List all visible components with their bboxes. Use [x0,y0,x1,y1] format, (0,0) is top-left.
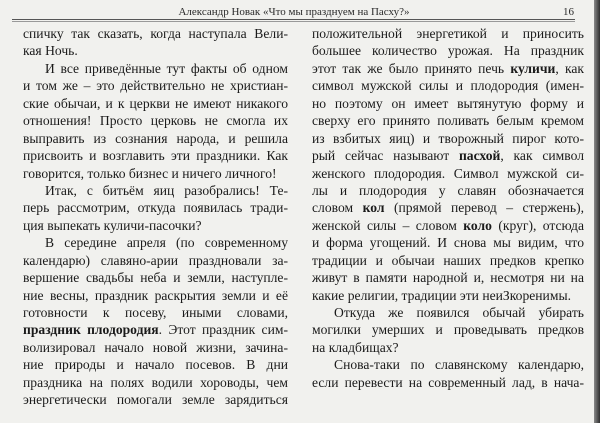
text-fragment: И все приведённые тут факты об одном [45,60,288,76]
text-fragment: присвоить и возглавить эти праздники. Как [23,148,288,164]
text-fragment: перь рассмотрим, откуда появилась тради- [23,200,288,216]
text-fragment: (прямой перевод – стержень), [384,200,584,216]
text-fragment: большее количество урожая. На праздник [312,43,584,59]
text-line [312,339,584,356]
text-line [23,304,288,321]
text-fragment: традиции и обычаи наших предков крепко [312,252,584,268]
text-fragment: положительной энергетикой и приносить [312,26,584,41]
page-edge-shadow [594,0,600,423]
text-fragment: живут в памяти народной и, несмотря ни на [312,270,584,286]
text-fragment: выправить из сознания народа, и решила [23,130,288,146]
header-rule [12,19,575,20]
header-title: Александр Новак «Что мы празднуем на Пасху?» [178,6,410,18]
text-line [312,95,584,112]
text-line [23,287,288,304]
text-fragment: вершение свадьбы неба и земли, наступле- [23,270,288,286]
text-line [312,130,584,147]
text-fragment: . Этот праздник сим- [158,322,288,338]
text-line [23,130,288,147]
text-fragment: ние природы и начало посевов. В дни [23,357,288,373]
text-fragment: Итак, с битьём яиц разобрались! Те- [45,182,288,198]
bold-term: пасхой [458,148,501,164]
text-line [312,269,584,286]
text-line [23,77,288,94]
text-line [23,374,288,391]
text-fragment: энергетически помогали земле зарядиться [23,392,288,408]
text-line [23,165,288,182]
text-fragment: этот так же было принято печь [312,60,511,76]
text-fragment: , как [555,60,584,76]
text-fragment: В середине апреля (по современному [45,235,288,251]
text-fragment: праздника на полях водили хороводы, чем [23,374,288,390]
right-text-column [312,25,584,391]
text-line [312,217,584,234]
text-line [23,356,288,373]
text-fragment: и том же – это действительно не христиан- [23,78,288,94]
text-fragment: кая Ночь. [23,43,78,59]
left-text-column [23,25,288,409]
text-fragment: отношения! Просто церковь не смогла их [23,113,288,129]
text-line [312,25,584,42]
text-fragment: календарю) славяно-арии праздновали за- [23,252,288,268]
text-line [23,321,288,338]
text-line [23,339,288,356]
text-fragment: спичку так сказать, когда наступала Вели- [23,26,288,41]
text-line [312,374,584,391]
text-fragment: могилки умерших и проведывать предков [312,322,584,338]
text-line [312,304,584,321]
text-fragment: какие религии, традиции эти неиЗкоренимы. [312,287,571,303]
text-line [23,95,288,112]
text-line [23,199,288,216]
text-fragment: Снова-таки по славянскому календарю, [334,357,584,373]
text-fragment: символ мужской силы и плодородия (имен- [312,78,584,94]
text-line [312,234,584,251]
text-line [23,269,288,286]
bold-term: куличи [510,60,556,76]
text-fragment: словом [312,200,363,216]
text-line [23,391,288,408]
text-line [23,112,288,129]
text-line [312,287,584,304]
text-fragment: женской силы – словом [312,217,464,233]
text-line [23,252,288,269]
text-line [23,147,288,164]
text-fragment: на кладбищах? [312,339,399,355]
text-line [312,252,584,269]
text-fragment: (круг), отсюда [491,217,584,233]
text-fragment: ция выпекать куличи-пасочки? [23,217,202,233]
text-line [312,182,584,199]
text-line [312,60,584,77]
text-fragment: женского плодородия. Символ мужской си- [312,165,584,181]
text-line [312,199,584,216]
header-rule-secondary [12,21,575,22]
text-fragment: из взбитых яиц) и творожный пирог кото- [312,130,584,146]
text-line [312,77,584,94]
text-line [23,25,288,42]
text-fragment: ские обычаи, и к церкви не имеют никакого [23,95,288,111]
text-line [23,234,288,251]
text-fragment: , как символ [500,148,584,164]
text-fragment: и форма угощений. И снова мы видим, что [312,235,584,251]
text-line [312,147,584,164]
text-fragment: готовности к посеву, иными словами, [23,305,288,320]
bold-term: коло [463,217,492,233]
text-fragment: говорится, только бизнес и ничего личного! [23,165,277,181]
text-line [23,42,288,59]
text-line [312,321,584,338]
text-line [312,356,584,373]
bold-term: кол [362,200,385,216]
text-fragment: но поэтому он имеет вытянутую форму и [312,95,584,111]
text-fragment: рый сейчас называют [312,148,459,164]
text-fragment: Откуда же появился обычай убирать [334,305,584,320]
text-line [23,182,288,199]
text-line [23,60,288,77]
page-number: 16 [563,6,574,18]
text-line [312,42,584,59]
bold-term: праздник плодородия [23,322,159,338]
text-fragment: если перевести на современный лад, в нача- [312,374,584,390]
text-line [23,217,288,234]
text-fragment: ние весны, праздник раскрытия земли и её [23,287,288,303]
text-fragment: волизировал начало новой жизни, зачина- [23,339,288,355]
running-header [14,3,574,20]
text-fragment: сверху его принято поливать белым кремом [312,113,584,129]
text-line [312,165,584,182]
text-fragment: лы и плодородия у славян обозначается [312,182,584,198]
text-line [312,112,584,129]
